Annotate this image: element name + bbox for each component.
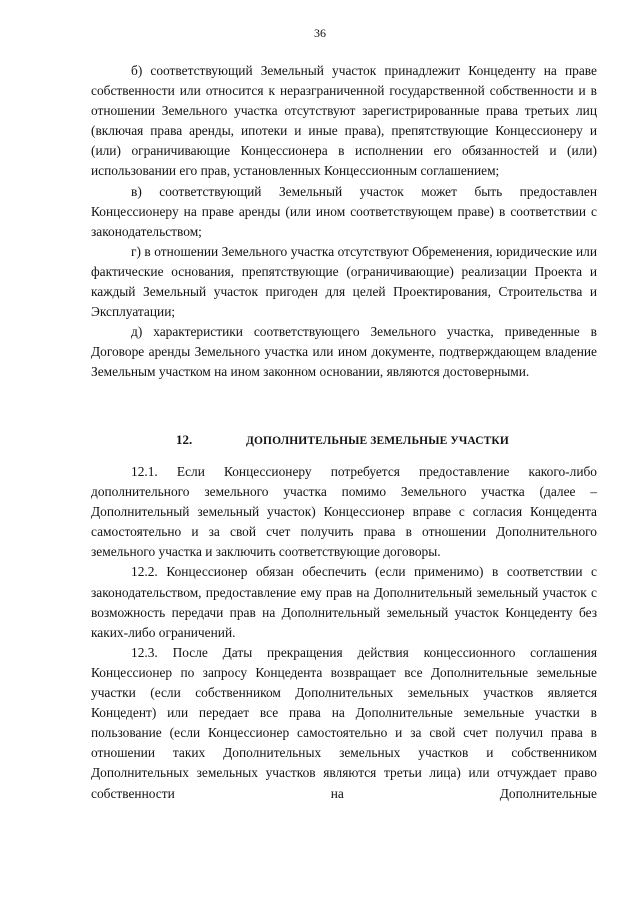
section-number: 12. (176, 432, 193, 447)
clause-12-2: 12.2. Концессионер обязан обеспечить (если применимо) в соответствии с законодательством, предоставление ему прав на Дополнительный земельный участок с возможность передачи прав на Дополнительный земельный участок Концеденту без каких-либо ограничений. (91, 564, 597, 640)
clause-12-1: 12.1. Если Концессионеру потребуется предоставление какого-либо дополнительного земельного участка помимо Земельного участка (далее – Дополнительный земельный участок) Концессионер вправе с согласия Концедента самостоятельно и за свой счет получить права в отношении Дополнительного земельного участка и заключить соответствующие договоры. (91, 464, 597, 560)
page-number: 36 (314, 26, 326, 40)
paragraph-d: д) характеристики соответствующего Земельного участка, приведенные в Договоре аренды Земельного участка или ином документе, подтверждающем владение Земельным участком на ином законном основании, являются достоверными. (91, 324, 597, 380)
top-paragraphs (91, 61, 597, 383)
bottom-paragraphs (91, 462, 597, 804)
paragraph-b: б) соответствующий Земельный участок принадлежит Концеденту на праве собственности или относится к неразграниченной государственной собственности и в отношении Земельного участка отсутствуют зарегистрированные права третьих лиц (включая права аренды, ипотеки и иные права), препятствующие Концессионеру и (или) ограничивающие Концессионера в исполнении его обязанностей и (или) использовании его прав, установленных Концессионным соглашением; (91, 63, 597, 179)
paragraph-g: г) в отношении Земельного участка отсутствуют Обременения, юридические или фактические основания, препятствующие (ограничивающие) реализации Проекта и каждый Земельный участок пригоден для целей Проектирования, Строительства и Эксплуатации; (91, 243, 597, 320)
section-title: ДОПОЛНИТЕЛЬНЫЕ ЗЕМЕЛЬНЫЕ УЧАСТКИ (246, 435, 509, 447)
clause-12-3: 12.3. После Даты прекращения действия концессионного соглашения Концессионер по запросу Концедента возвращает все Дополнительные земельные участки (если собственником Дополнительных земельных участков является Концедент) или передает все права на Дополнительные земельные участки в пользование (если Концессионер самостоятельно и за свой счет получил права в отношении таких Дополнительных земельных участков и собственником Дополнительных земельных участков являются третьи лица) или отчуждает право собственности на Дополнительные (91, 644, 597, 801)
section-heading (91, 432, 597, 448)
paragraph-v: в) соответствующий Земельный участок может быть предоставлен Концессионеру на праве аренды (или ином соответствующем праве) в соответствии с законодательством; (91, 183, 597, 239)
